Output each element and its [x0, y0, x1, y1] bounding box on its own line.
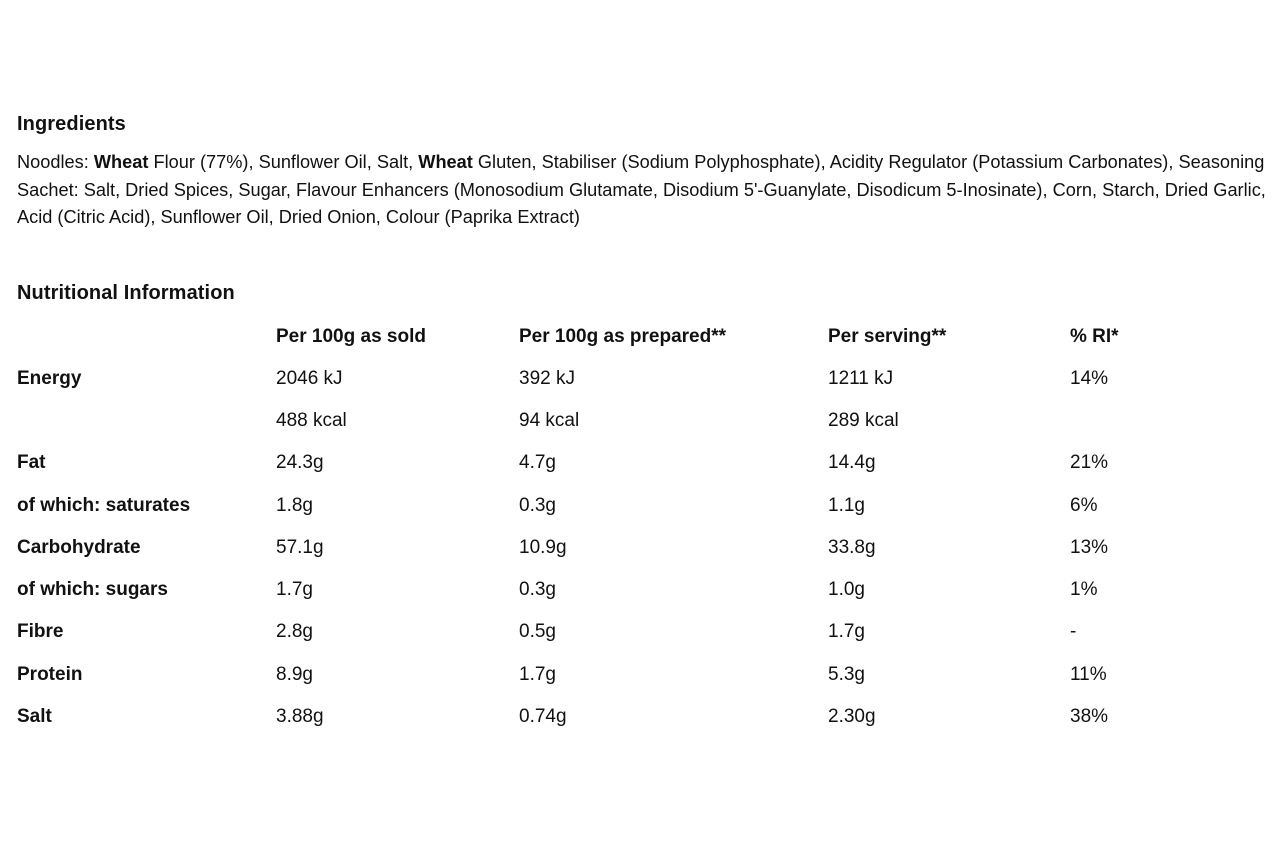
nutrient-value: 1.1g	[828, 495, 865, 516]
nutrient-value: 0.74g	[519, 706, 567, 727]
nutrition-heading: Nutritional Information	[17, 282, 235, 304]
nutrient-value: 488 kcal	[276, 410, 347, 431]
nutrient-ri: 11%	[1070, 664, 1107, 685]
nutrition-row-energy-kj	[0, 368, 1280, 394]
nutrition-row-energy-kcal	[0, 410, 1280, 436]
ingredients-segment: Noodles:	[17, 152, 94, 172]
nutrient-value: 1.7g	[828, 621, 865, 642]
ingredients-text	[17, 149, 1279, 232]
nutrient-value: 2.30g	[828, 706, 876, 727]
nutrient-value: 10.9g	[519, 537, 567, 558]
nutrient-value: 1.8g	[276, 495, 313, 516]
nutrient-value: 0.5g	[519, 621, 556, 642]
nutrient-value: 33.8g	[828, 537, 876, 558]
nutrient-ri: 21%	[1070, 452, 1109, 473]
nutrient-label: Protein	[17, 664, 83, 685]
nutrient-value: 392 kJ	[519, 368, 575, 389]
nutrient-value: 5.3g	[828, 664, 865, 685]
nutrient-value: 94 kcal	[519, 410, 580, 431]
column-header: Per serving**	[828, 326, 947, 347]
nutrient-value: 1.7g	[276, 579, 313, 600]
nutrient-label: Salt	[17, 706, 52, 727]
column-header: Per 100g as sold	[276, 326, 426, 347]
column-header: Per 100g as prepared**	[519, 326, 727, 347]
nutrient-ri: 1%	[1070, 579, 1098, 600]
nutrient-value: 3.88g	[276, 706, 324, 727]
nutrient-value: 14.4g	[828, 452, 876, 473]
nutrient-value: 24.3g	[276, 452, 324, 473]
nutrition-row-salt	[0, 706, 1280, 732]
nutrient-label: of which: sugars	[17, 579, 168, 600]
nutrient-ri: 13%	[1070, 537, 1109, 558]
nutrition-header-row	[0, 326, 1280, 352]
nutrition-row-saturates	[0, 495, 1280, 521]
ingredients-allergen: Wheat	[93, 152, 149, 172]
nutrient-value: 2046 kJ	[276, 368, 343, 389]
nutrition-row-fibre	[0, 621, 1280, 647]
nutrition-row-protein	[0, 664, 1280, 690]
nutrient-ri: 14%	[1070, 368, 1109, 389]
nutrient-ri: 6%	[1070, 495, 1098, 516]
nutrition-row-fat	[0, 452, 1280, 478]
ingredients-allergen: Wheat	[418, 152, 473, 172]
nutrient-value: 1.0g	[828, 579, 865, 600]
nutrient-ri: -	[1070, 621, 1077, 642]
nutrient-ri: 38%	[1070, 706, 1109, 727]
ingredients-heading: Ingredients	[17, 113, 126, 135]
nutrient-value: 57.1g	[276, 537, 324, 558]
nutrition-row-sugars	[0, 579, 1280, 605]
nutrient-label: Energy	[17, 368, 82, 389]
nutrient-label: Fibre	[17, 621, 64, 642]
nutrient-value: 2.8g	[276, 621, 313, 642]
nutrient-label: Carbohydrate	[17, 537, 141, 558]
nutrient-value: 289 kcal	[828, 410, 899, 431]
nutrient-label: Fat	[17, 452, 46, 473]
nutrient-label: of which: saturates	[17, 495, 191, 516]
nutrient-value: 4.7g	[519, 452, 556, 473]
nutrient-value: 1211 kJ	[828, 368, 894, 389]
nutrition-row-carbohydrate	[0, 537, 1280, 563]
column-header: % RI*	[1070, 326, 1119, 347]
nutrient-value: 0.3g	[519, 495, 556, 516]
ingredients-segment: Gluten, Stabiliser (Sodium Polyphosphate), Acidity Regulator (Potassium Carbonates), Seasoning Sachet: Salt, Dried Spices, Sugar, Flavour Enhancers (Monosodium Glutamate, Disodium 5'-Guanylate, Disodicum 5-Inosinate), Corn, Starch, Dried Garlic, Acid (Citric Acid), Sunflower Oil, Dried Onion, Colour (Paprika Extract)	[17, 152, 1266, 227]
nutrient-value: 8.9g	[276, 664, 313, 685]
nutrient-value: 0.3g	[519, 579, 556, 600]
nutrient-value: 1.7g	[519, 664, 556, 685]
ingredients-segment: Flour (77%), Sunflower Oil, Salt,	[148, 152, 419, 172]
